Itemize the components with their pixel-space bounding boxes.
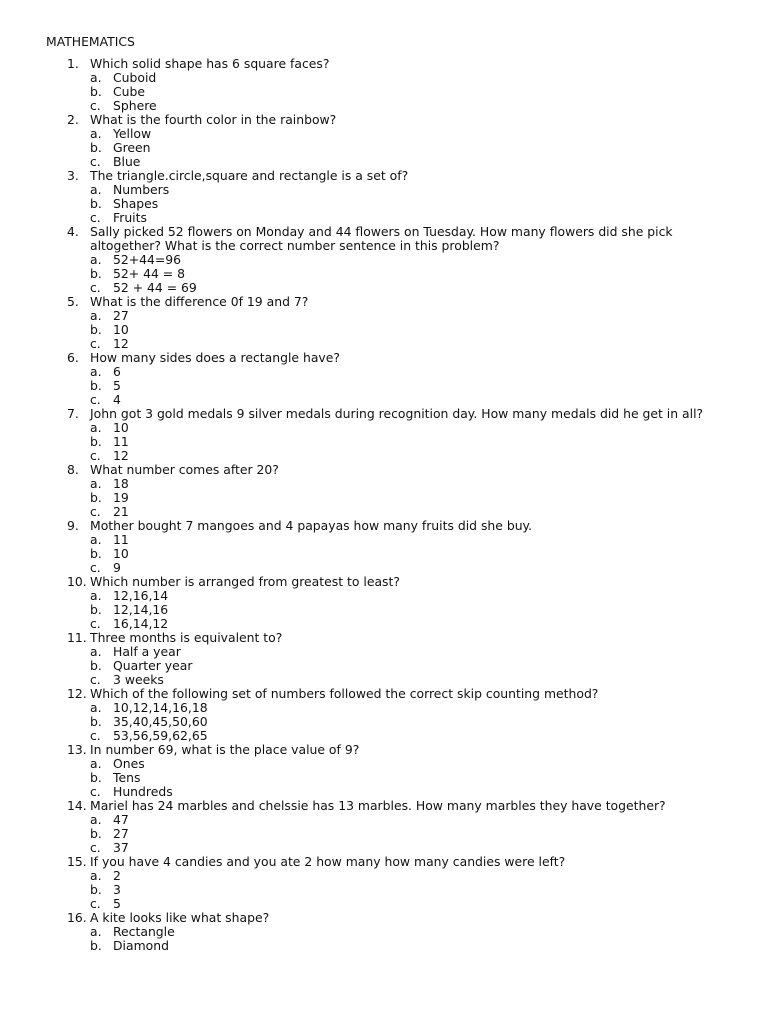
option-letter: c. bbox=[90, 728, 101, 743]
question-number: 15. bbox=[67, 854, 87, 869]
question-text: John got 3 gold medals 9 silver medals during recognition day. How many medals did he get in all? bbox=[90, 406, 704, 421]
question-text: Sally picked 52 flowers on Monday and 44 flowers on Tuesday. How many flowers did she pick altogether? What is the correct number sentence in this problem? bbox=[90, 224, 673, 253]
answer-option bbox=[0, 869, 768, 883]
option-letter: a. bbox=[90, 476, 102, 491]
option-letter: b. bbox=[90, 882, 102, 897]
answer-option bbox=[0, 267, 768, 281]
option-text: 12,16,14 bbox=[113, 588, 169, 603]
option-letter: b. bbox=[90, 938, 102, 953]
answer-option bbox=[0, 617, 768, 631]
answer-option bbox=[0, 477, 768, 491]
option-text: 37 bbox=[113, 840, 129, 855]
option-letter: b. bbox=[90, 434, 102, 449]
option-text: Hundreds bbox=[113, 784, 173, 799]
question-text: The triangle.circle,square and rectangle is a set of? bbox=[90, 168, 409, 183]
answer-option bbox=[0, 673, 768, 687]
option-letter: a. bbox=[90, 126, 102, 141]
question-item bbox=[0, 575, 768, 631]
answer-option bbox=[0, 99, 768, 113]
question-text: How many sides does a rectangle have? bbox=[90, 350, 340, 365]
question-number: 7. bbox=[67, 406, 79, 421]
option-letter: c. bbox=[90, 210, 101, 225]
question-item bbox=[0, 911, 768, 953]
option-text: 27 bbox=[113, 308, 129, 323]
option-letter: b. bbox=[90, 140, 102, 155]
option-text: 10 bbox=[113, 546, 129, 561]
answer-option bbox=[0, 603, 768, 617]
question-item bbox=[0, 351, 768, 407]
answer-option bbox=[0, 491, 768, 505]
option-text: Sphere bbox=[113, 98, 157, 113]
option-text: 3 bbox=[113, 882, 121, 897]
option-letter: b. bbox=[90, 266, 102, 281]
question-item bbox=[0, 463, 768, 519]
question-number: 13. bbox=[67, 742, 87, 757]
option-text: Yellow bbox=[113, 126, 152, 141]
question-item bbox=[0, 799, 768, 855]
option-text: 2 bbox=[113, 868, 121, 883]
option-letter: b. bbox=[90, 658, 102, 673]
option-letter: a. bbox=[90, 812, 102, 827]
option-text: Diamond bbox=[113, 938, 169, 953]
option-letter: b. bbox=[90, 546, 102, 561]
question-number: 3. bbox=[67, 168, 79, 183]
option-text: 5 bbox=[113, 378, 121, 393]
answer-option bbox=[0, 211, 768, 225]
option-text: 3 weeks bbox=[113, 672, 164, 687]
question-item bbox=[0, 57, 768, 113]
question-text: A kite looks like what shape? bbox=[90, 910, 270, 925]
question-text: What is the difference 0f 19 and 7? bbox=[90, 294, 309, 309]
option-letter: c. bbox=[90, 672, 101, 687]
answer-option bbox=[0, 379, 768, 393]
option-letter: a. bbox=[90, 252, 102, 267]
option-text: 10 bbox=[113, 322, 129, 337]
answer-option bbox=[0, 393, 768, 407]
option-text: Rectangle bbox=[113, 924, 175, 939]
option-text: Green bbox=[113, 140, 151, 155]
option-letter: c. bbox=[90, 560, 101, 575]
answer-option bbox=[0, 701, 768, 715]
option-text: 9 bbox=[113, 560, 121, 575]
option-letter: c. bbox=[90, 616, 101, 631]
question-item bbox=[0, 225, 768, 295]
answer-option bbox=[0, 435, 768, 449]
answer-option bbox=[0, 421, 768, 435]
answer-option bbox=[0, 71, 768, 85]
answer-option bbox=[0, 729, 768, 743]
document-title: MATHEMATICS bbox=[46, 34, 135, 49]
option-letter: b. bbox=[90, 770, 102, 785]
answer-option bbox=[0, 309, 768, 323]
option-letter: b. bbox=[90, 378, 102, 393]
option-text: Half a year bbox=[113, 644, 181, 659]
option-text: 10 bbox=[113, 420, 129, 435]
question-text: What is the fourth color in the rainbow? bbox=[90, 112, 337, 127]
answer-option bbox=[0, 547, 768, 561]
option-letter: a. bbox=[90, 532, 102, 547]
question-number: 5. bbox=[67, 294, 79, 309]
option-text: 19 bbox=[113, 490, 129, 505]
question-item bbox=[0, 855, 768, 911]
option-letter: b. bbox=[90, 322, 102, 337]
answer-option bbox=[0, 253, 768, 267]
answer-option bbox=[0, 715, 768, 729]
answer-option bbox=[0, 771, 768, 785]
question-text: Which of the following set of numbers followed the correct skip counting method? bbox=[90, 686, 599, 701]
option-letter: a. bbox=[90, 308, 102, 323]
option-letter: a. bbox=[90, 868, 102, 883]
question-item bbox=[0, 743, 768, 799]
question-number: 1. bbox=[67, 56, 79, 71]
question-item bbox=[0, 519, 768, 575]
answer-option bbox=[0, 841, 768, 855]
question-item bbox=[0, 631, 768, 687]
question-text: Three months is equivalent to? bbox=[90, 630, 283, 645]
answer-option bbox=[0, 141, 768, 155]
answer-option bbox=[0, 589, 768, 603]
question-number: 14. bbox=[67, 798, 87, 813]
question-number: 6. bbox=[67, 350, 79, 365]
question-item bbox=[0, 687, 768, 743]
option-text: 12,14,16 bbox=[113, 602, 169, 617]
question-item bbox=[0, 169, 768, 225]
answer-option bbox=[0, 897, 768, 911]
answer-option bbox=[0, 533, 768, 547]
question-text: If you have 4 candies and you ate 2 how many how many candies were left? bbox=[90, 854, 566, 869]
question-text: What number comes after 20? bbox=[90, 462, 279, 477]
option-text: 11 bbox=[113, 532, 129, 547]
option-text: 21 bbox=[113, 504, 129, 519]
option-letter: b. bbox=[90, 490, 102, 505]
option-text: Fruits bbox=[113, 210, 147, 225]
question-number: 12. bbox=[67, 686, 87, 701]
option-text: 52+44=96 bbox=[113, 252, 182, 267]
question-text: Which number is arranged from greatest to least? bbox=[90, 574, 400, 589]
option-letter: c. bbox=[90, 280, 101, 295]
option-text: Blue bbox=[113, 154, 141, 169]
question-number: 16. bbox=[67, 910, 87, 925]
option-letter: a. bbox=[90, 644, 102, 659]
option-text: Quarter year bbox=[113, 658, 193, 673]
question-text: Mother bought 7 mangoes and 4 papayas how many fruits did she buy. bbox=[90, 518, 533, 533]
question-number: 2. bbox=[67, 112, 79, 127]
question-number: 10. bbox=[67, 574, 87, 589]
answer-option bbox=[0, 561, 768, 575]
option-text: 11 bbox=[113, 434, 129, 449]
option-letter: a. bbox=[90, 182, 102, 197]
option-letter: c. bbox=[90, 504, 101, 519]
answer-option bbox=[0, 337, 768, 351]
option-text: 27 bbox=[113, 826, 129, 841]
option-letter: b. bbox=[90, 826, 102, 841]
question-text: In number 69, what is the place value of 9? bbox=[90, 742, 360, 757]
option-letter: c. bbox=[90, 98, 101, 113]
option-text: 18 bbox=[113, 476, 129, 491]
option-letter: a. bbox=[90, 700, 102, 715]
option-letter: b. bbox=[90, 196, 102, 211]
option-letter: c. bbox=[90, 392, 101, 407]
answer-option bbox=[0, 827, 768, 841]
answer-option bbox=[0, 659, 768, 673]
option-letter: c. bbox=[90, 784, 101, 799]
question-number: 11. bbox=[67, 630, 87, 645]
option-letter: a. bbox=[90, 924, 102, 939]
answer-option bbox=[0, 505, 768, 519]
option-text: Cube bbox=[113, 84, 145, 99]
option-letter: a. bbox=[90, 70, 102, 85]
option-text: 16,14,12 bbox=[113, 616, 169, 631]
option-letter: a. bbox=[90, 756, 102, 771]
question-number: 9. bbox=[67, 518, 79, 533]
option-text: Shapes bbox=[113, 196, 159, 211]
question-number: 8. bbox=[67, 462, 79, 477]
answer-option bbox=[0, 155, 768, 169]
option-text: 47 bbox=[113, 812, 129, 827]
answer-option bbox=[0, 883, 768, 897]
answer-option bbox=[0, 813, 768, 827]
option-text: Numbers bbox=[113, 182, 170, 197]
question-item bbox=[0, 113, 768, 169]
option-letter: b. bbox=[90, 714, 102, 729]
answer-option bbox=[0, 645, 768, 659]
option-letter: c. bbox=[90, 154, 101, 169]
question-item bbox=[0, 295, 768, 351]
answer-option bbox=[0, 85, 768, 99]
option-letter: a. bbox=[90, 420, 102, 435]
question-item bbox=[0, 407, 768, 463]
option-text: Tens bbox=[113, 770, 141, 785]
option-letter: a. bbox=[90, 364, 102, 379]
option-text: 35,40,45,50,60 bbox=[113, 714, 208, 729]
question-list bbox=[0, 57, 768, 953]
answer-option bbox=[0, 197, 768, 211]
option-text: 53,56,59,62,65 bbox=[113, 728, 208, 743]
answer-option bbox=[0, 281, 768, 295]
option-text: Cuboid bbox=[113, 70, 157, 85]
option-text: 52+ 44 = 8 bbox=[113, 266, 185, 281]
answer-option bbox=[0, 365, 768, 379]
option-text: 5 bbox=[113, 896, 121, 911]
option-text: 6 bbox=[113, 364, 121, 379]
option-letter: c. bbox=[90, 896, 101, 911]
option-text: 52 + 44 = 69 bbox=[113, 280, 197, 295]
option-letter: a. bbox=[90, 588, 102, 603]
answer-option bbox=[0, 757, 768, 771]
option-letter: c. bbox=[90, 448, 101, 463]
option-text: 12 bbox=[113, 336, 129, 351]
question-text: Mariel has 24 marbles and chelssie has 13 marbles. How many marbles they have together? bbox=[90, 798, 666, 813]
answer-option bbox=[0, 785, 768, 799]
answer-option bbox=[0, 183, 768, 197]
answer-option bbox=[0, 939, 768, 953]
question-number: 4. bbox=[67, 224, 79, 239]
answer-option bbox=[0, 449, 768, 463]
option-letter: c. bbox=[90, 336, 101, 351]
answer-option bbox=[0, 323, 768, 337]
answer-option bbox=[0, 127, 768, 141]
option-letter: b. bbox=[90, 84, 102, 99]
answer-option bbox=[0, 925, 768, 939]
option-letter: b. bbox=[90, 602, 102, 617]
option-text: Ones bbox=[113, 756, 145, 771]
option-text: 12 bbox=[113, 448, 129, 463]
option-text: 10,12,14,16,18 bbox=[113, 700, 208, 715]
option-letter: c. bbox=[90, 840, 101, 855]
option-text: 4 bbox=[113, 392, 121, 407]
question-text: Which solid shape has 6 square faces? bbox=[90, 56, 330, 71]
